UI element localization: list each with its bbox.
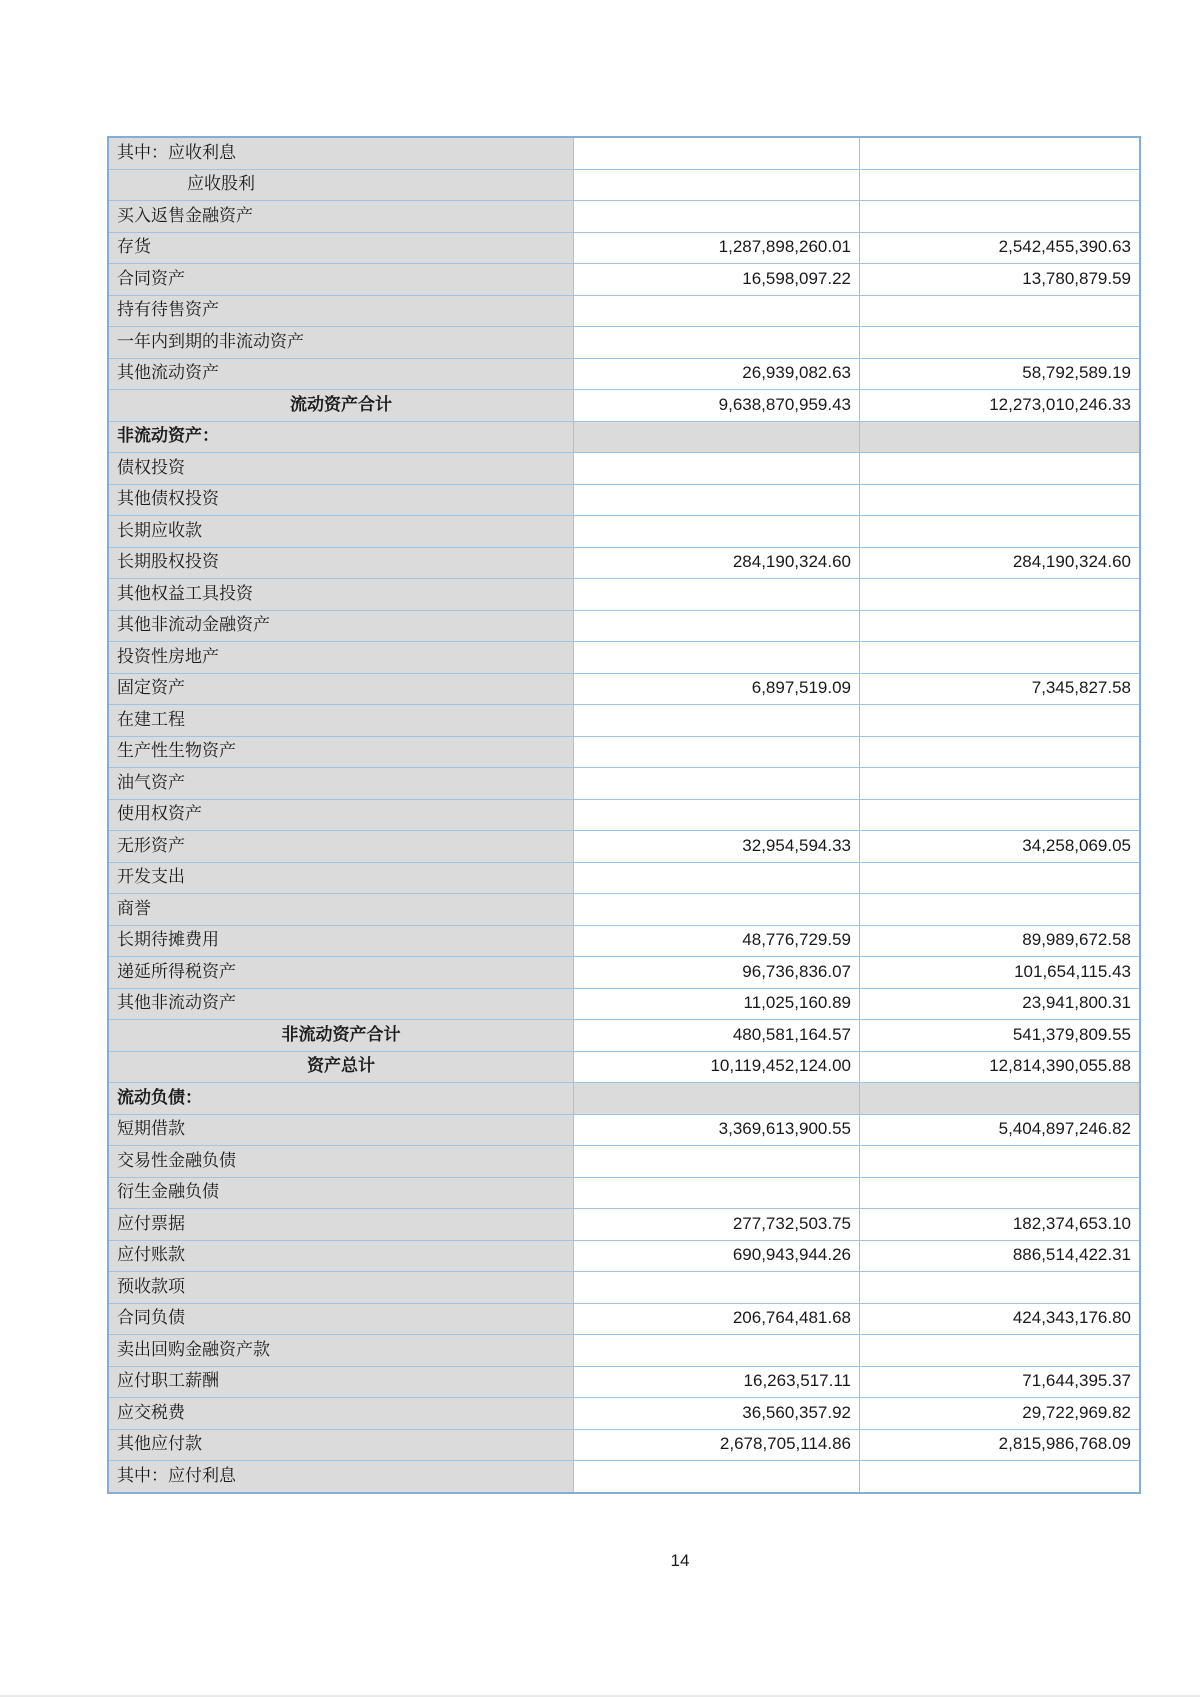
row-label: 其他债权投资: [108, 484, 574, 516]
row-value-1: [574, 799, 860, 831]
table-row: [108, 768, 1140, 800]
table-row: [108, 1429, 1140, 1461]
row-value-1: 16,263,517.11: [574, 1366, 860, 1398]
row-value-2: 23,941,800.31: [860, 988, 1141, 1020]
row-value-1: [574, 516, 860, 548]
table-row: [108, 264, 1140, 296]
row-label: 应付账款: [108, 1240, 574, 1272]
row-label: 其他权益工具投资: [108, 579, 574, 611]
row-label: 流动负债：: [108, 1083, 574, 1115]
table-row: [108, 1461, 1140, 1493]
row-label: 存货: [108, 232, 574, 264]
row-value-2: [860, 169, 1141, 201]
row-value-2: [860, 1335, 1141, 1367]
row-value-1: [574, 169, 860, 201]
row-value-2: 12,273,010,246.33: [860, 390, 1141, 422]
row-value-2: [860, 516, 1141, 548]
row-label: 其中：应收利息: [108, 137, 574, 169]
table-row: [108, 358, 1140, 390]
row-label: 其他应付款: [108, 1429, 574, 1461]
row-label: 资产总计: [108, 1051, 574, 1083]
row-label: 油气资产: [108, 768, 574, 800]
row-label: 一年内到期的非流动资产: [108, 327, 574, 359]
row-value-2: 34,258,069.05: [860, 831, 1141, 863]
row-value-1: 480,581,164.57: [574, 1020, 860, 1052]
row-value-2: 182,374,653.10: [860, 1209, 1141, 1241]
row-value-1: 206,764,481.68: [574, 1303, 860, 1335]
row-value-2: [860, 421, 1141, 453]
row-value-1: [574, 453, 860, 485]
row-value-2: [860, 137, 1141, 169]
table-row: [108, 137, 1140, 169]
row-label: 长期待摊费用: [108, 925, 574, 957]
row-value-1: [574, 1272, 860, 1304]
row-value-2: 58,792,589.19: [860, 358, 1141, 390]
row-value-1: [574, 579, 860, 611]
row-value-2: [860, 705, 1141, 737]
row-value-1: [574, 421, 860, 453]
table-row: [108, 1209, 1140, 1241]
row-label: 固定资产: [108, 673, 574, 705]
row-label: 商誉: [108, 894, 574, 926]
table-row: [108, 862, 1140, 894]
row-value-1: 3,369,613,900.55: [574, 1114, 860, 1146]
table-row: [108, 957, 1140, 989]
row-label: 应收股利: [108, 169, 574, 201]
table-row: [108, 1146, 1140, 1178]
row-label: 债权投资: [108, 453, 574, 485]
row-value-1: 32,954,594.33: [574, 831, 860, 863]
row-value-2: [860, 579, 1141, 611]
row-value-1: [574, 1335, 860, 1367]
table-row: [108, 894, 1140, 926]
row-value-1: [574, 894, 860, 926]
table-row: [108, 673, 1140, 705]
row-value-1: 36,560,357.92: [574, 1398, 860, 1430]
row-label: 无形资产: [108, 831, 574, 863]
table-row: [108, 799, 1140, 831]
row-value-1: 277,732,503.75: [574, 1209, 860, 1241]
row-label: 合同负债: [108, 1303, 574, 1335]
row-value-1: [574, 484, 860, 516]
row-label: 其中：应付利息: [108, 1461, 574, 1493]
row-value-2: [860, 610, 1141, 642]
row-label: 长期股权投资: [108, 547, 574, 579]
row-value-1: [574, 201, 860, 233]
row-value-2: [860, 736, 1141, 768]
row-label: 非流动资产合计: [108, 1020, 574, 1052]
row-label: 应付票据: [108, 1209, 574, 1241]
row-value-1: 2,678,705,114.86: [574, 1429, 860, 1461]
row-value-2: 89,989,672.58: [860, 925, 1141, 957]
table-row: [108, 642, 1140, 674]
row-value-1: [574, 610, 860, 642]
row-label: 生产性生物资产: [108, 736, 574, 768]
row-label: 其他非流动金融资产: [108, 610, 574, 642]
balance-sheet-table-body: [108, 137, 1140, 1493]
table-row: [108, 516, 1140, 548]
row-value-1: [574, 295, 860, 327]
row-label: 递延所得税资产: [108, 957, 574, 989]
table-row: [108, 1083, 1140, 1115]
row-value-1: 284,190,324.60: [574, 547, 860, 579]
row-value-2: 2,542,455,390.63: [860, 232, 1141, 264]
row-value-1: [574, 137, 860, 169]
table-row: [108, 736, 1140, 768]
table-row: [108, 201, 1140, 233]
row-value-2: 541,379,809.55: [860, 1020, 1141, 1052]
row-value-2: 424,343,176.80: [860, 1303, 1141, 1335]
row-value-1: [574, 705, 860, 737]
row-value-2: [860, 327, 1141, 359]
table-row: [108, 1335, 1140, 1367]
row-value-2: [860, 484, 1141, 516]
row-label: 交易性金融负债: [108, 1146, 574, 1178]
row-label: 开发支出: [108, 862, 574, 894]
table-row: [108, 484, 1140, 516]
table-row: [108, 1366, 1140, 1398]
row-label: 合同资产: [108, 264, 574, 296]
table-row: [108, 232, 1140, 264]
row-value-2: 5,404,897,246.82: [860, 1114, 1141, 1146]
balance-sheet-table: [107, 136, 1141, 1494]
row-label: 在建工程: [108, 705, 574, 737]
page-number: 14: [670, 1551, 690, 1570]
table-row: [108, 1303, 1140, 1335]
table-row: [108, 831, 1140, 863]
row-value-2: [860, 1177, 1141, 1209]
row-label: 流动资产合计: [108, 390, 574, 422]
row-label: 预收款项: [108, 1272, 574, 1304]
table-row: [108, 705, 1140, 737]
row-value-1: 16,598,097.22: [574, 264, 860, 296]
row-label: 短期借款: [108, 1114, 574, 1146]
row-value-2: 7,345,827.58: [860, 673, 1141, 705]
table-row: [108, 1051, 1140, 1083]
row-value-1: 10,119,452,124.00: [574, 1051, 860, 1083]
row-label: 投资性房地产: [108, 642, 574, 674]
table-row: [108, 1177, 1140, 1209]
row-value-1: [574, 1177, 860, 1209]
row-value-1: [574, 1461, 860, 1493]
row-value-1: [574, 642, 860, 674]
table-row: [108, 1240, 1140, 1272]
table-row: [108, 169, 1140, 201]
table-row: [108, 610, 1140, 642]
row-value-2: [860, 642, 1141, 674]
row-value-2: 13,780,879.59: [860, 264, 1141, 296]
row-value-2: [860, 894, 1141, 926]
row-value-2: 284,190,324.60: [860, 547, 1141, 579]
row-label: 长期应收款: [108, 516, 574, 548]
row-value-1: [574, 1146, 860, 1178]
row-label: 其他流动资产: [108, 358, 574, 390]
row-value-2: 886,514,422.31: [860, 1240, 1141, 1272]
row-value-1: 6,897,519.09: [574, 673, 860, 705]
row-value-2: [860, 295, 1141, 327]
row-label: 应交税费: [108, 1398, 574, 1430]
row-value-1: 96,736,836.07: [574, 957, 860, 989]
table-row: [108, 453, 1140, 485]
row-value-2: [860, 1083, 1141, 1115]
row-label: 持有待售资产: [108, 295, 574, 327]
table-row: [108, 421, 1140, 453]
row-value-2: [860, 862, 1141, 894]
row-label: 卖出回购金融资产款: [108, 1335, 574, 1367]
row-value-2: 12,814,390,055.88: [860, 1051, 1141, 1083]
table-row: [108, 579, 1140, 611]
row-value-1: [574, 862, 860, 894]
row-label: 买入返售金融资产: [108, 201, 574, 233]
row-value-1: 11,025,160.89: [574, 988, 860, 1020]
row-label: 衍生金融负债: [108, 1177, 574, 1209]
table-row: [108, 295, 1140, 327]
row-value-2: [860, 1146, 1141, 1178]
row-value-1: 48,776,729.59: [574, 925, 860, 957]
table-row: [108, 327, 1140, 359]
row-value-2: [860, 1461, 1141, 1493]
table-row: [108, 988, 1140, 1020]
row-value-1: [574, 736, 860, 768]
row-value-2: [860, 799, 1141, 831]
row-value-2: [860, 453, 1141, 485]
row-value-1: 690,943,944.26: [574, 1240, 860, 1272]
table-row: [108, 390, 1140, 422]
row-value-2: [860, 768, 1141, 800]
row-label: 应付职工薪酬: [108, 1366, 574, 1398]
row-value-2: [860, 1272, 1141, 1304]
table-row: [108, 547, 1140, 579]
row-value-2: 101,654,115.43: [860, 957, 1141, 989]
row-value-2: 71,644,395.37: [860, 1366, 1141, 1398]
row-value-1: [574, 1083, 860, 1115]
row-label: 其他非流动资产: [108, 988, 574, 1020]
table-row: [108, 1020, 1140, 1052]
row-value-1: [574, 327, 860, 359]
row-label: 非流动资产：: [108, 421, 574, 453]
table-row: [108, 1398, 1140, 1430]
row-value-2: [860, 201, 1141, 233]
row-value-1: 1,287,898,260.01: [574, 232, 860, 264]
row-value-1: [574, 768, 860, 800]
row-value-2: 29,722,969.82: [860, 1398, 1141, 1430]
table-row: [108, 925, 1140, 957]
row-value-2: 2,815,986,768.09: [860, 1429, 1141, 1461]
row-value-1: 26,939,082.63: [574, 358, 860, 390]
table-row: [108, 1272, 1140, 1304]
row-label: 使用权资产: [108, 799, 574, 831]
table-row: [108, 1114, 1140, 1146]
row-value-1: 9,638,870,959.43: [574, 390, 860, 422]
